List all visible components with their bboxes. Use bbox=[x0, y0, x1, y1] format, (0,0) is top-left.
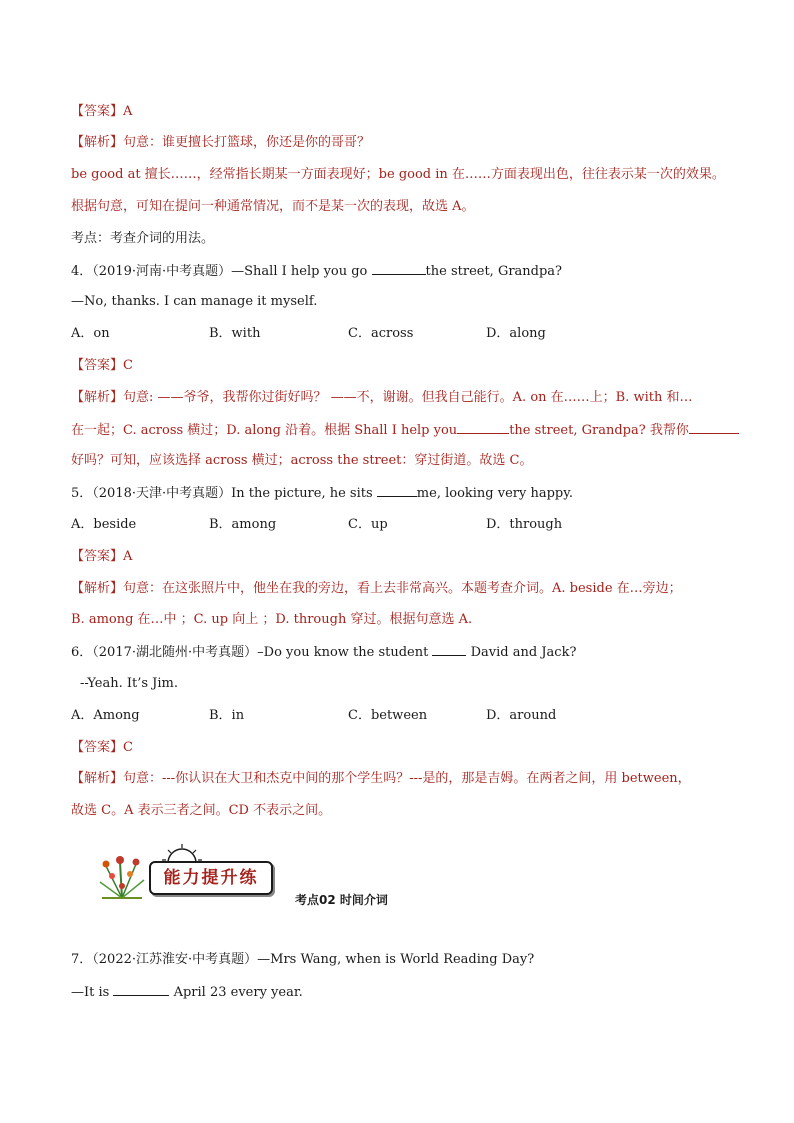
answer-value: C bbox=[123, 740, 133, 755]
answer-blank bbox=[432, 644, 466, 656]
analysis-part-b: the street, Grandpa? 我帮你 bbox=[509, 423, 689, 438]
q6-analysis-line-1 bbox=[71, 771, 691, 787]
q3-analysis-line-1 bbox=[71, 135, 370, 151]
question-number: 7． bbox=[71, 952, 93, 967]
answer-blank bbox=[372, 263, 426, 275]
q6-analysis-line-2: 故选 C。A 表示三者之间。CD 不表示之间。 bbox=[71, 803, 332, 818]
answer-label: 【答案】 bbox=[71, 358, 124, 373]
q4-option-d: D．along bbox=[486, 326, 546, 341]
analysis-text: 句意：在这张照片中，他坐在我的旁边，看上去非常高兴。本题考查介词。A. beside 在…旁边； bbox=[123, 581, 682, 596]
q6-line-2: --Yeah. It’s Jim. bbox=[80, 676, 179, 691]
banner-box bbox=[149, 861, 273, 895]
line-part-b: April 23 every year. bbox=[169, 985, 303, 1000]
q5-option-a: A．beside bbox=[71, 517, 137, 532]
line-part-a: —It is bbox=[71, 985, 114, 1000]
q3-answer-line bbox=[71, 104, 132, 120]
analysis-label: 【解析】 bbox=[71, 390, 124, 405]
answer-blank bbox=[377, 485, 417, 497]
answer-value: A bbox=[123, 104, 133, 119]
analysis-text: 句意：---你认识在大卫和杰克中间的那个学生吗？---是的，那是吉姆。在两者之间，用 between， bbox=[123, 771, 691, 786]
question-number: 4． bbox=[71, 264, 93, 279]
q5-analysis-line-2: B. among 在…中 ；C. up 向上 ；D. through 穿过。根据句意选 A. bbox=[71, 612, 473, 627]
q5-option-b: B．among bbox=[209, 517, 277, 532]
section-banner bbox=[92, 842, 282, 900]
analysis-blank bbox=[689, 422, 739, 434]
q4-option-c: C．across bbox=[348, 326, 414, 341]
stem-part-a: –Do you know the student bbox=[257, 645, 433, 660]
stem-part-a: In the picture, he sits bbox=[231, 486, 377, 501]
question-source: （2019·河南·中考真题） bbox=[92, 264, 232, 279]
question-source: （2018·天津·中考真题） bbox=[92, 486, 232, 501]
question-source: （2017·湖北随州·中考真题） bbox=[92, 645, 258, 660]
answer-value: A bbox=[123, 549, 133, 564]
answer-label: 【答案】 bbox=[71, 549, 124, 564]
analysis-part-a: 在一起；C. across 横过；D. along 沿着。根据 Shall I help you bbox=[71, 423, 458, 438]
answer-blank bbox=[113, 984, 169, 996]
analysis-label: 【解析】 bbox=[71, 135, 124, 150]
q4-answer-line bbox=[71, 358, 133, 374]
stem-part-b: David and Jack? bbox=[466, 645, 577, 660]
analysis-text: 句意: ——爷爷，我帮你过街好吗？ ——不，谢谢。但我自己能行。A. on 在……上；B. with 和… bbox=[123, 390, 693, 405]
question-number: 6． bbox=[71, 645, 93, 660]
q7-line-2 bbox=[71, 984, 303, 1001]
stem-part-b: the street, Grandpa? bbox=[425, 264, 563, 279]
q6-answer-line bbox=[71, 740, 133, 756]
q5-option-d: D．through bbox=[486, 517, 563, 532]
banner-title: 能力提升练 bbox=[163, 868, 259, 888]
stem-part-a: —Shall I help you go bbox=[231, 264, 372, 279]
answer-label: 【答案】 bbox=[71, 740, 124, 755]
q5-option-c: C．up bbox=[348, 517, 388, 532]
q6-option-a: A．Among bbox=[71, 708, 140, 723]
q3-point: 考点：考查介词的用法。 bbox=[71, 231, 215, 246]
q5-analysis-line-1 bbox=[71, 581, 682, 597]
q4-analysis-line-1 bbox=[71, 390, 692, 406]
q4-analysis-line-2 bbox=[71, 422, 739, 439]
analysis-text: 句意：谁更擅长打篮球，你还是你的哥哥？ bbox=[123, 135, 371, 150]
section-subtitle: 考点02 时间介词 bbox=[295, 893, 388, 907]
q5-answer-line bbox=[71, 549, 132, 565]
analysis-label: 【解析】 bbox=[71, 771, 124, 786]
analysis-label: 【解析】 bbox=[71, 581, 124, 596]
stem-text: —Mrs Wang, when is World Reading Day? bbox=[257, 952, 535, 967]
q6-option-c: C．between bbox=[348, 708, 428, 723]
q4-option-b: B．with bbox=[209, 326, 261, 341]
analysis-blank bbox=[457, 422, 509, 434]
flower-icon bbox=[92, 842, 152, 900]
q6-option-d: D．around bbox=[486, 708, 557, 723]
stem-part-b: me, looking very happy. bbox=[416, 486, 573, 501]
q3-analysis-line-3: 根据句意，可知在提问一种通常情况，而不是某一次的表现，故选 A。 bbox=[71, 199, 475, 214]
answer-value: C bbox=[123, 358, 133, 373]
q6-option-b: B．in bbox=[209, 708, 245, 723]
q7-stem bbox=[71, 952, 534, 968]
q6-stem bbox=[71, 644, 576, 661]
q4-line-2: —No, thanks. I can manage it myself. bbox=[71, 294, 318, 309]
q5-stem bbox=[71, 485, 573, 502]
q4-analysis-line-3: 好吗？可知，应该选择 across 横过；across the street：穿过街道。故选 C。 bbox=[71, 453, 533, 468]
question-number: 5． bbox=[71, 486, 93, 501]
answer-label: 【答案】 bbox=[71, 104, 124, 119]
question-source: （2022·江苏淮安·中考真题） bbox=[92, 952, 258, 967]
q4-option-a: A．on bbox=[71, 326, 110, 341]
q3-analysis-line-2: be good at 擅长……，经常指长期某一方面表现好；be good in 在……方面表现出色，往往表示某一次的效果。 bbox=[71, 167, 725, 182]
q4-stem bbox=[71, 263, 562, 280]
